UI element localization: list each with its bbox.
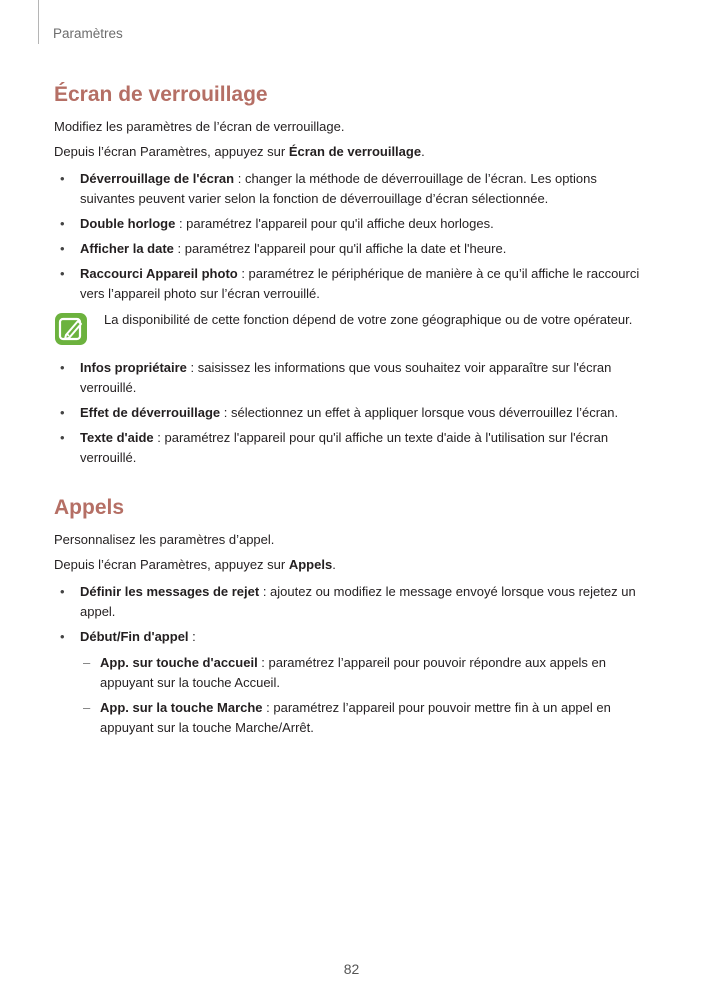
bullet-icon: • xyxy=(60,241,65,256)
list-item xyxy=(54,239,654,259)
availability-note xyxy=(54,310,654,350)
item-text: : paramétrez le périphérique de manière à ce qu’il affiche le raccourci vers l’appareil photo sur l’écran verrouillé. xyxy=(80,266,640,301)
list-item xyxy=(54,627,654,738)
list-item xyxy=(54,428,654,468)
running-header: Paramètres xyxy=(53,26,123,41)
item-term: Texte d'aide xyxy=(80,430,154,445)
item-text: : xyxy=(188,629,196,644)
item-text: : ajoutez ou modifiez le message envoyé lorsque vous rejetez un appel. xyxy=(80,584,636,619)
item-term: Début/Fin d'appel xyxy=(80,629,189,644)
item-text: : paramétrez l'appareil pour qu'il affiche la date et l'heure. xyxy=(173,241,507,256)
page-content xyxy=(54,82,654,743)
item-text: : paramétrez l'appareil pour qu'il affiche un texte d'aide à l'utilisation sur l'écran verrouillé. xyxy=(80,430,609,465)
dash-icon: – xyxy=(83,700,91,715)
item-text: : saisissez les informations que vous souhaitez voir apparaître sur l'écran verrouillé. xyxy=(80,360,612,395)
lock-screen-options xyxy=(54,169,654,304)
item-text: : paramétrez l’appareil pour pouvoir mettre fin à un appel en appuyant sur la touche Marche/Arrêt. xyxy=(100,700,611,735)
bullet-icon: • xyxy=(60,360,65,375)
path-prefix: Depuis l’écran Paramètres, appuyez sur xyxy=(54,144,289,159)
section-path xyxy=(54,555,654,574)
calls-options xyxy=(54,582,654,738)
note-pencil-icon xyxy=(54,312,88,346)
item-text: : paramétrez l’appareil pour pouvoir répondre aux appels en appuyant sur la touche Accueil. xyxy=(100,655,607,690)
note-text: La disponibilité de cette fonction dépend de votre zone géographique ou de votre opérateur. xyxy=(104,312,633,327)
bullet-icon: • xyxy=(60,584,65,599)
section-intro: Modifiez les paramètres de l’écran de verrouillage. xyxy=(54,119,345,134)
bullet-icon: • xyxy=(60,216,65,231)
item-term: Déverrouillage de l'écran xyxy=(80,171,235,186)
item-text: : changer la méthode de déverrouillage de l’écran. Les options suivantes peuvent varier selon la fonction de déverrouillage d’écran sélectionnée. xyxy=(80,171,597,206)
item-term: Double horloge xyxy=(80,216,176,231)
path-bold: Écran de verrouillage xyxy=(288,144,422,159)
list-item xyxy=(54,214,654,234)
path-suffix: . xyxy=(332,557,336,572)
section-title-calls: Appels xyxy=(54,496,125,519)
item-term: Afficher la date xyxy=(80,241,174,256)
bullet-icon: • xyxy=(60,629,65,644)
sub-list-item xyxy=(80,653,654,693)
lock-screen-options-more xyxy=(54,358,654,468)
item-term: Définir les messages de rejet xyxy=(80,584,260,599)
sub-list-item xyxy=(80,698,654,738)
list-item xyxy=(54,582,654,622)
bullet-icon: • xyxy=(60,266,65,281)
item-term: Infos propriétaire xyxy=(80,360,187,375)
list-item xyxy=(54,264,654,304)
page-number: 82 xyxy=(343,961,360,977)
section-path xyxy=(54,142,654,161)
item-text: : sélectionnez un effet à appliquer lorsque vous déverrouillez l’écran. xyxy=(220,405,619,420)
dash-icon: – xyxy=(83,655,91,670)
section-title-lock-screen: Écran de verrouillage xyxy=(54,83,268,106)
item-text: : paramétrez l'appareil pour qu'il affiche deux horloges. xyxy=(175,216,494,231)
item-term: App. sur la touche Marche xyxy=(100,700,263,715)
list-item xyxy=(54,403,654,423)
path-bold: Appels xyxy=(288,557,333,572)
list-item xyxy=(54,358,654,398)
bullet-icon: • xyxy=(60,171,65,186)
section-intro: Personnalisez les paramètres d’appel. xyxy=(54,532,275,547)
call-start-end-options xyxy=(80,653,654,738)
bullet-icon: • xyxy=(60,430,65,445)
list-item xyxy=(54,169,654,209)
path-prefix: Depuis l’écran Paramètres, appuyez sur xyxy=(54,557,289,572)
item-term: App. sur touche d'accueil xyxy=(100,655,258,670)
path-suffix: . xyxy=(421,144,425,159)
bullet-icon: • xyxy=(60,405,65,420)
item-term: Raccourci Appareil photo xyxy=(80,266,238,281)
item-term: Effet de déverrouillage xyxy=(80,405,221,420)
header-rule xyxy=(38,0,39,44)
